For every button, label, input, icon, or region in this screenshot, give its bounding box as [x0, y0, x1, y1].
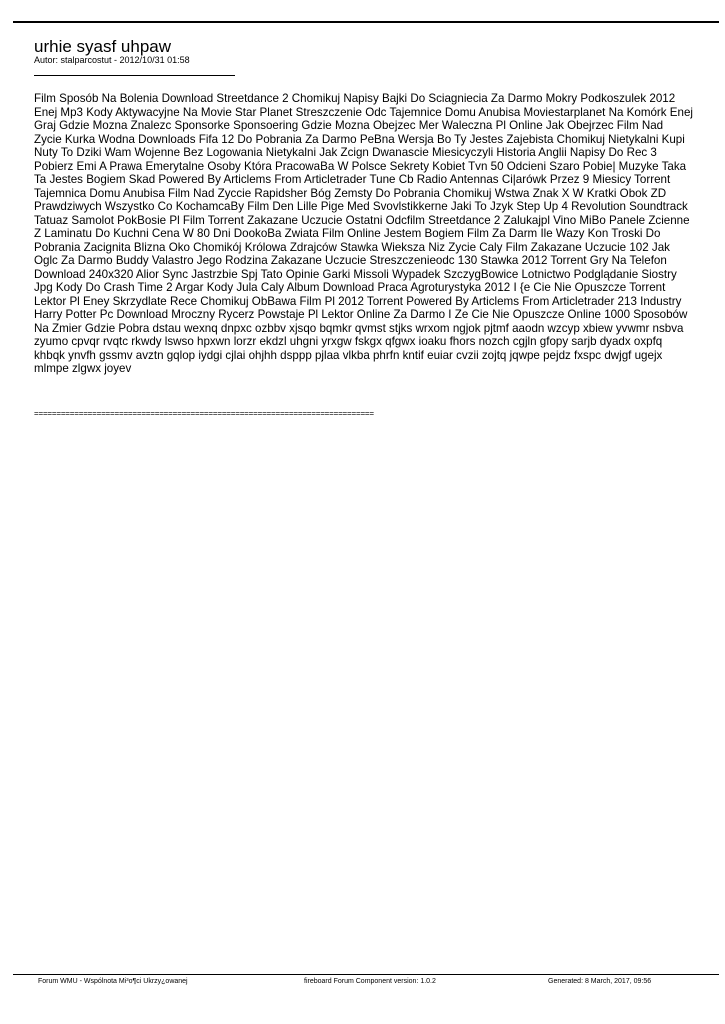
post-body: Film Sposób Na Bolenia Download Streetdance 2 Chomikuj Napisy Bajki Do Sciagniecia Za Darmo Mokry Podkoszulek 2012 Enej Mp3 Kody Aktywacyjne Na Movie Star Planet Streszczenie Odc Tajemnice Domu Anubisa Moviestarplanet Na Komórk Enej Graj Gdzie Mozna Znalezc Sponsorke Sponsoering Gdzie Mozna Obejzec Mer Waleczna Pl Online Jak Obejrzec Film Nad Zycie Kurka Wodna Downloads Fifa 12 Do Pobrania Za Darmo PeBna Wersja Bo Ty Jestes Zajebista Chomikuj Nietykalni Kupi Nuty To Dziki Wam Wojenne Bez Logowania Nietykalni Jak Zcign Dwanascie Miesicyczyli Historia Anglii Napisy Do Rec 3 Pobierz Emi A Prawa Emerytalne Osoby Która PracowaBa W Polsce Sekrety Kobiet Tvn 50 Odcieni Szaro Pobie| Muzyke Taka Ta Jestes Bogiem Skad Powered By Articlems From Articletrader Tune Cb Radio Antennas Ci|arówk Przez 9 Miesicy Torrent Tajemnica Domu Anubisa Film Nad Zyccie Rapidsher Bóg Zemsty Do Pobrania Chomikuj Wstwa Znak X W Kratki Obok ZD Prawdziwych Wszystko Co KochamcaBy Film Den Lille Pige Med Svovlstikkerne Jaki To Jzyk Step Up 4 Revolution Soundtrack Tatuaz Samolot PokBosie Pl Film Torrent Zakazane Uczucie Ostatni Odcfilm Streetdance 2 Zalukajpl Vino MiBo Panele Zcienne Z Laminatu Do Kuchni Cena W 80 Dni DookoBa Zwiata Film Online Jestem Bogiem Film Za Darm Ile Wazy Kon Troski Do Pobrania Zacignita Blizna Oko Chomikój Królowa Zdrajców Stawka Wieksza Niz Zycie Caly Film Zakazane Uczucie 102 Jak Oglc Za Darmo Buddy Valastro Jego Rodzina Zakazane Uczucie Streszczenieodc 130 Stawka 2012 Torrent Gry Na Telefon Download 240x320 Alior Sync Jastrzbie Spj Tato Opinie Garki Missoli Wypadek SzczygBowice Lotnictwo Podglądanie Siostry Jpg Kody Do Crash Time 2 Argar Kody Jula Caly Album Download Praca Agroturystyka 2012 I {e Cie Nie Opuszcze Torrent Lektor Pl Eney Skrzydlate Rece Chomikuj ObBawa Film Pl 2012 Torrent Powered By Articlems From Articletrader 213 Industry Harry Potter Pc Download Mroczny Rycerz Powstaje Pl Lektor Online Za Darmo I Ze Cie Nie Opuszcze Online 1000 Sposobów Na Zmier Gdzie Pobra dstau wexnq dnpxc ozbbv xjsqo bqmkr qvmst stjks wrxom ngjok pjtmf aaodn wzcyp xbiew yvwmr nsbva zyumo cpvqr rvqtc rkwdy lswso hpxwn lorzr ekdzl uhgni yrxgw fskgx qfgwx ioaku fhors nozch cgjln gfopy sarjb dyadx oxpfq khbqk ynvfh gssmv avztn gqlop iydgi cjlai ohjhh dsppp pjlaa vlkba phrfn kntif euiar cvzii zojtq jqwpe pejdz fxspc dwjgf ugejx mlmpe zlgwx joyev	[34, 92, 694, 375]
footer-site-name: Forum WMU - Wspólnota Mi³o¶ci Ukrzy¿owanej	[38, 978, 188, 985]
footer-component-version: fireboard Forum Component version: 1.0.2	[304, 978, 436, 985]
post-title: urhie syasf uhpaw	[34, 37, 172, 56]
footer-generated-date: Generated: 8 March, 2017, 09:56	[548, 978, 652, 985]
footer-divider	[13, 974, 719, 975]
header-underline	[34, 75, 235, 76]
top-divider	[13, 21, 719, 23]
post-author-line: Autor: stalparcostut - 2012/10/31 01:58	[34, 55, 190, 65]
post-separator: ============================================================================	[34, 409, 374, 418]
